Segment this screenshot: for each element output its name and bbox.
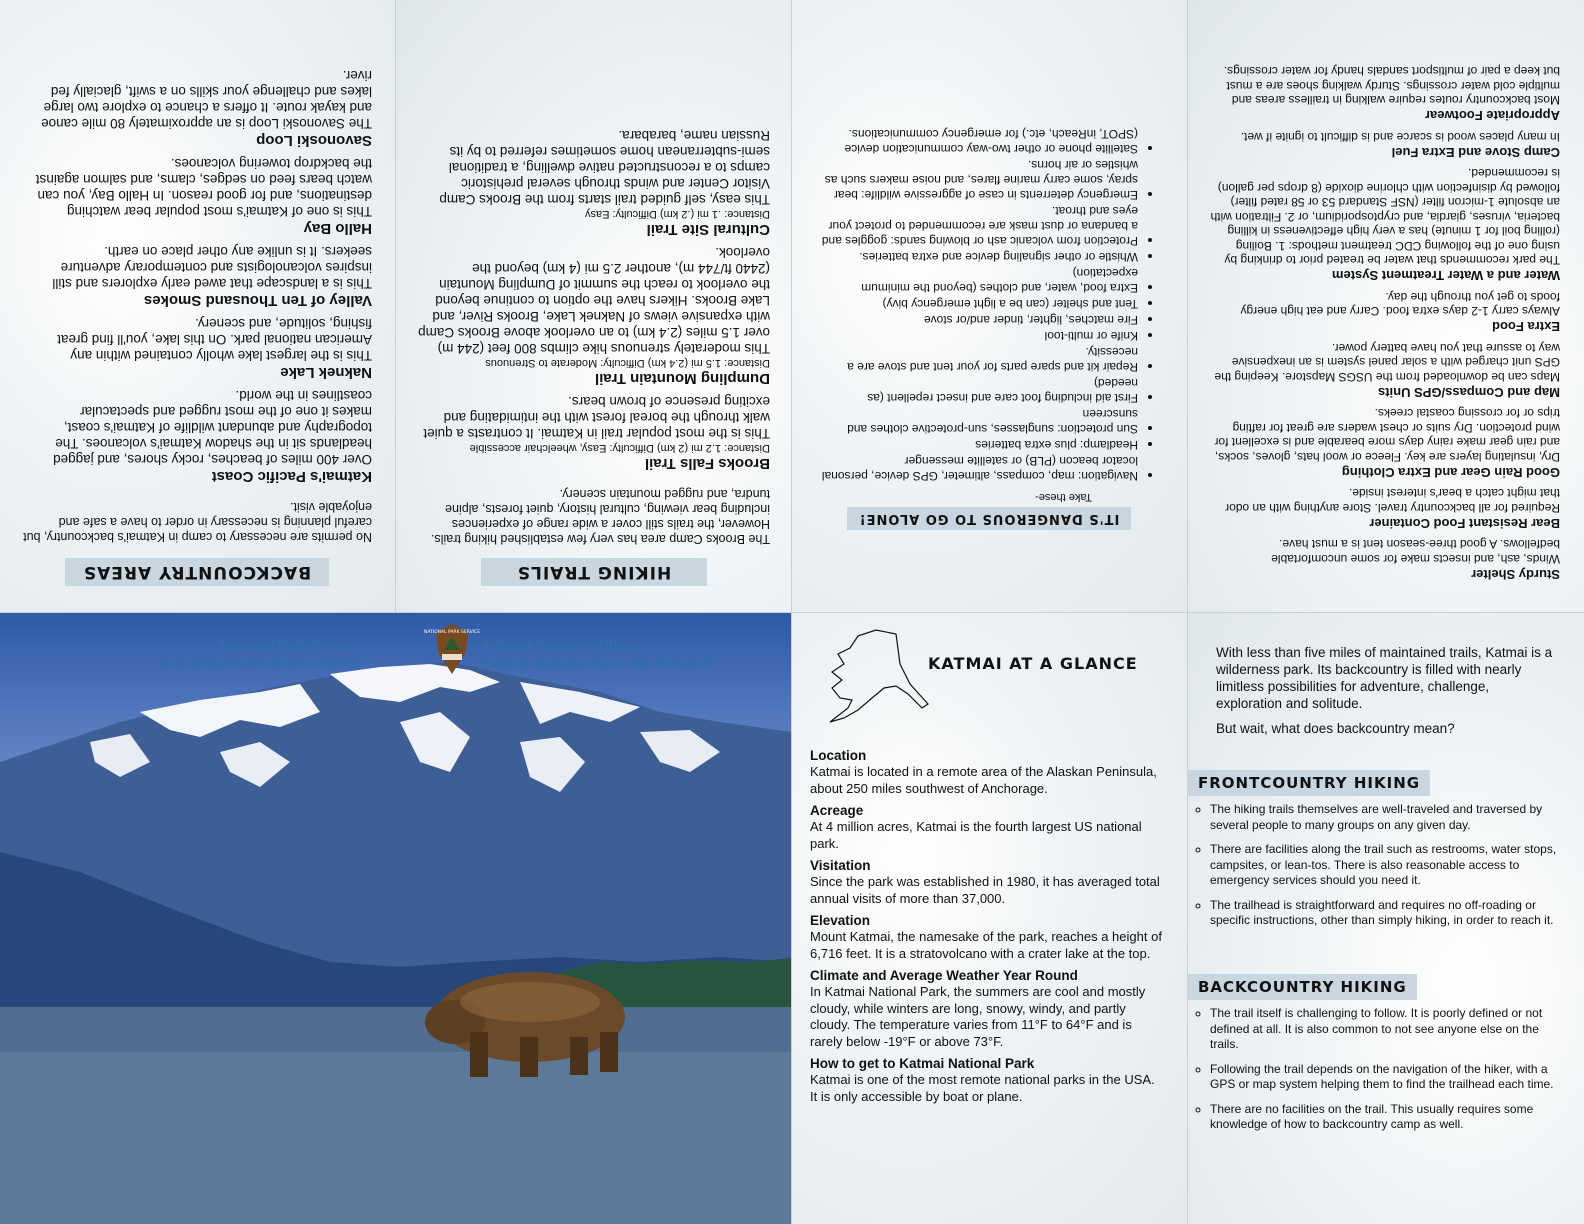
panel-katmai-at-a-glance — [792, 612, 1188, 1224]
glance-section — [810, 968, 1162, 1050]
trail-item — [418, 244, 770, 387]
glance-section-text: At 4 million acres, Katmai is the fourth largest US national park. — [810, 819, 1142, 851]
trail-title: Cultural Site Trail — [646, 221, 770, 238]
area-title: Katmai's Pacific Coast — [211, 468, 372, 485]
trail-item — [418, 393, 770, 472]
area-item — [22, 243, 372, 309]
glance-section-text: Since the park was established in 1980, it has averaged total annual visits of more than 37,000. — [810, 874, 1160, 906]
gear-item — [1210, 130, 1560, 161]
essential-item: • Fire matches, lighter, tinder and/or stove — [820, 312, 1138, 327]
cover-landscape-illustration — [0, 612, 792, 1224]
essential-item: • Repair kit and spare parts for your tent and stove are a necessity. — [820, 344, 1138, 374]
trail-text: This is the most popular trail in Katmai. It contrasts a quiet walk through the boreal forest with the intimidating and exciting presence of brown bears. — [423, 394, 770, 441]
gear-text: The park recommends that water be treated prior to drinking by using one of the following CDC treatment methods: 1. Boiling (rolling boil for 1 minute) has a very high effectiveness in killing bacteria, viruses, giardia, and cryptosporidium, or 2. Filtration with an absolute 1-micron filter (NSF Standard 53 or 58 rated filter) followed by disinfection with chlorine dioxide (8 drops per gallon) is recommended. — [1210, 166, 1560, 268]
gear-item — [1210, 341, 1560, 401]
dangerous-alone-banner: IT'S DANGEROUS TO GO ALONE! — [847, 507, 1132, 530]
trail-title: Dumpling Mountain Trail — [595, 370, 770, 387]
trail-meta: Distance: 1.5 mi (2.4 km) Difficulty: Moderate to Strenuous — [485, 357, 770, 369]
area-text: This is one of Katmai's most popular bear watching destinations, and for good reason. In Hallo Bay, you can watch bears feed on sedges, clams, and salmon against the backdrop towering volcanoes. — [35, 156, 372, 219]
gear-text: Most backcountry routes require walking in trailless areas and multiple cold water crossings. Sturdy walking shoes are a must but keep a pair of multisport sandals handy for water crossings. — [1223, 64, 1560, 108]
alaska-map-icon — [818, 624, 938, 724]
glance-section-text: Mount Katmai, the namesake of the park, reaches a height of 6,716 feet. It is a stratovolcano with a crater lake at the top. — [810, 929, 1162, 961]
fold-line — [0, 612, 1584, 613]
area-title: Hallo Bay — [303, 220, 372, 237]
essential-item: • First aid including foot care and insect repellent (as needed) — [820, 375, 1138, 405]
area-item — [22, 387, 372, 485]
backcountry-banner: BACKCOUNTRY HIKING — [1188, 974, 1417, 1000]
gear-title: Appropriate Footwear — [1424, 108, 1560, 124]
gear-item — [1210, 64, 1560, 124]
glance-section-title: Climate and Average Weather Year Round — [810, 968, 1078, 983]
area-text: This is a landscape that awed early explorers and still inspires volcanologists and contemporary adventure seekers. It is unlike any other place on earth. — [52, 244, 372, 291]
glance-section-title: Location — [810, 748, 867, 763]
glance-section-text: Katmai is located in a remote area of the Alaskan Peninsula, about 250 miles southwest of Anchorage. — [810, 764, 1157, 796]
agency-block — [159, 636, 362, 672]
guide-title-line2: Katmai National Park and Preserve — [482, 655, 714, 671]
essential-item: • Headlamp: plus extra batteries — [820, 437, 1138, 452]
trail-item — [418, 127, 770, 238]
guide-title-line1: A Quick Guide to Hiking — [482, 637, 642, 653]
gear-text: In many places wood is scarce and is difficult to ignite if wet. — [1240, 130, 1560, 144]
essential-item: • Sun protection: sunglasses, sun-protective clothes and sunscreen — [820, 406, 1138, 436]
area-item — [22, 67, 372, 149]
essential-item: • Extra food, water, and clothes (beyond the minimum expectation) — [820, 265, 1138, 295]
glance-section — [810, 748, 1162, 797]
glance-section-title: How to get to Katmai National Park — [810, 1056, 1035, 1071]
agency-line1: National Park Service — [218, 637, 362, 653]
backcountry-item: ◦ The trail itself is challenging to follow. It is poorly defined or not defined at all. It is also common to not see anyone else on the trails. — [1210, 1006, 1560, 1053]
guide-title-block — [482, 636, 714, 672]
panel-gear — [1188, 0, 1584, 612]
area-text: Over 400 miles of beaches, rocky shores, and jagged headlands sit in the shadow Katmai's volcanoes. The topography and abundant wildlife of Katmai's coast, makes it one of the most rugged and spectacular coastlines in the world. — [53, 388, 372, 467]
frontcountry-item: ◦ The trailhead is straightforward and requires no off-roading or specific instructions, other than simply hiking, in order to reach it. — [1210, 898, 1560, 929]
intro-question: But wait, what does backcountry mean? — [1216, 721, 1455, 736]
glance-section-text: In Katmai National Park, the summers are cool and mostly cloudy, while winters are long, snowy, windy, and partly cloudy. The temperature varies from 11°F to 64°F and is rarely below -19°F or above 73°F. — [810, 984, 1146, 1049]
essential-item: • Satellite phone or other two-way communication device (SPOT, inReach, etc.) for emergency communications. — [820, 126, 1138, 156]
gear-item — [1210, 290, 1560, 335]
glance-section — [810, 858, 1162, 907]
gear-text: Required for all backcountry travel. Store anything with an odor that might catch a bear's interest inside. — [1225, 486, 1560, 515]
panel-hiking-trails — [396, 0, 792, 612]
gear-item — [1210, 406, 1560, 480]
trail-meta: Distance: 1.2 mi (2 km) Difficulty: Easy, wheelchair accessible — [469, 442, 770, 454]
gear-text: Winds, ash, and insects make for some uncomfortable bedfellows. A good three-season tent is a must have. — [1271, 537, 1560, 566]
panel-intro-hiking-types — [1188, 612, 1584, 1224]
essential-item: • Navigation: map, compass, altimeter, GPS device, personal locator beacon (PLB) or satellite messenger — [820, 453, 1138, 483]
gear-title: Bear Resistant Food Container — [1369, 516, 1560, 531]
glance-section-title: Elevation — [810, 913, 871, 928]
gear-text: Dry, insulating layers are key. Fleece or wool hats, gloves, socks, and rain gear make rainy days more bearable and is excellent for wind protection. Dry suits or chest waders are great for rafting trips or for crossing coastal creeks. — [1214, 406, 1560, 464]
trail-text: This moderately strenuous hike climbs 800 feet (244 m) over 1.5 miles (2.4 km) to an overlook above Brooks Camp with expansive views of Naknek Lake, Brooks River, and Lake Brooks. Hikers have the option to continue beyond the overlook to reach the summit of Dumpling Mountain (2440 ft/744 m), another 2.5 mi (4 km) beyond the overlook. — [418, 245, 770, 356]
gear-text: Always carry 1-2 days extra food. Carry and eat high energy foods to get you through the day. — [1240, 290, 1560, 319]
nps-arrowhead-logo — [423, 622, 481, 676]
trail-title: Brooks Falls Trail — [644, 455, 770, 472]
essential-item: • Whistle or other signaling device and extra batteries. — [820, 249, 1138, 264]
area-title: Naknek Lake — [280, 364, 372, 381]
frontcountry-item: ◦ The hiking trails themselves are well-traveled and traversed by several people to many groups on any given day. — [1210, 802, 1560, 833]
backcountry-list — [1188, 1006, 1560, 1133]
backcountry-item: ◦ Following the trail depends on the navigation of the hiker, with a GPS or map system helping them to find the trailhead each time. — [1210, 1062, 1560, 1093]
panel-dangerous-alone — [792, 0, 1188, 612]
gear-title: Map and Compass/GPS Units — [1377, 385, 1560, 400]
essential-item: • Knife or multi-tool — [820, 328, 1138, 343]
trail-text: This easy, self guided trail starts from the Brooks Camp Visitor Center and winds through several prehistoric camps to a reconstructed native dwelling, a traditional semi-subterranean home sometimes referred to by its Russian name, barabara. — [439, 128, 770, 207]
area-title: Valley of Ten Thousand Smokes — [143, 292, 372, 309]
nps-badge-text: NATIONAL PARK SERVICE — [423, 630, 481, 635]
intro-paragraph: With less than five miles of maintained trails, Katmai is a wilderness park. Its backcountry is filled with nearly limitless possibilities for adventure, challenge, exploration and solitude. — [1216, 645, 1553, 711]
trail-meta: Distance: .1 mi (.2 km) Difficulty: Easy — [584, 208, 770, 220]
area-text: The Savonoski Loop is an approximately 80 mile canoe and kayak route. It offers a chance to explore two large lakes and challenge your skills on a swift, glacially fed river. — [41, 68, 372, 131]
backcountry-areas-banner: BACKCOUNTRY AREAS — [65, 558, 329, 586]
backcountry-item: ◦ There are no facilities on the trail. This usually requires some knowledge of how to backcountry camp as well. — [1210, 1102, 1560, 1133]
area-title: Savonoski Loop — [256, 132, 372, 149]
gear-title: Water and a Water Treatment System — [1331, 268, 1560, 284]
area-item — [22, 155, 372, 237]
panel-backcountry-areas — [0, 0, 396, 612]
area-item — [22, 315, 372, 381]
glance-section — [810, 1056, 1162, 1105]
cover-photo-panel — [0, 612, 792, 1224]
gear-title: Camp Stove and Extra Fuel — [1391, 145, 1560, 160]
essentials-list — [820, 126, 1158, 483]
glance-section-text: Katmai is one of the most remote national parks in the USA. It is only accessible by boat or plane. — [810, 1072, 1155, 1104]
hiking-trails-intro: The Brooks Camp area has very few established hiking trails. However, the trails still cover a wide range of experiences including bear viewing, cultural history, quiet forests, alpine tundra, and rugged mountain scenery. — [430, 487, 770, 546]
dangerous-alone-lead: Take these- — [1035, 491, 1092, 503]
glance-banner: KATMAI AT A GLANCE — [928, 654, 1138, 673]
area-text: This is the largest lake wholly contained within any American national park. On this lake, you'll find great fishing, solitude, and scenery. — [57, 316, 372, 363]
frontcountry-banner: FRONTCOUNTRY HIKING — [1188, 770, 1430, 796]
essential-item: • Tent and shelter (can be a light emergency bivy) — [820, 296, 1138, 311]
essential-item: • Emergency deterrents in case of aggressive wildlife: bear spray, some carry marine flares, and noise makers such as whistles or air horns. — [820, 157, 1138, 202]
glance-section — [810, 913, 1162, 962]
gear-item — [1210, 537, 1560, 582]
gear-item — [1210, 486, 1560, 531]
hiking-trails-banner: HIKING TRAILS — [481, 558, 707, 586]
glance-section-title: Acreage — [810, 803, 864, 818]
gear-item — [1210, 166, 1560, 284]
glance-section — [810, 803, 1162, 852]
glance-section-title: Visitation — [810, 858, 871, 873]
gear-title: Good Rain Gear and Extra Clothing — [1341, 465, 1560, 480]
frontcountry-list — [1188, 802, 1560, 929]
gear-title: Sturdy Shelter — [1471, 567, 1560, 582]
backcountry-areas-intro: No permits are necessary to camp in Katmai's backcountry, but careful planning is necessary in order to have a safe and enjoyable visit. — [23, 500, 372, 544]
frontcountry-item: ◦ There are facilities along the trail such as restrooms, water stops, campsites, or lean-tos. There is also reasonable access to emergency services should you need it. — [1210, 842, 1560, 889]
agency-line2: U.S. Department of the Interior — [158, 655, 362, 671]
fold-line — [395, 0, 396, 612]
gear-text: Maps can be downloaded from the USGS Mapstore. Keeping the GPS unit charged with a solar panel system is an inexpensive way to assure that you have battery power. — [1214, 341, 1560, 384]
gear-title: Extra Food — [1492, 319, 1560, 335]
essential-item: • Protection from volcanic ash or blowing sands: goggles and a bandana or dust mask are recommended to protect your eyes and throat. — [820, 203, 1138, 248]
